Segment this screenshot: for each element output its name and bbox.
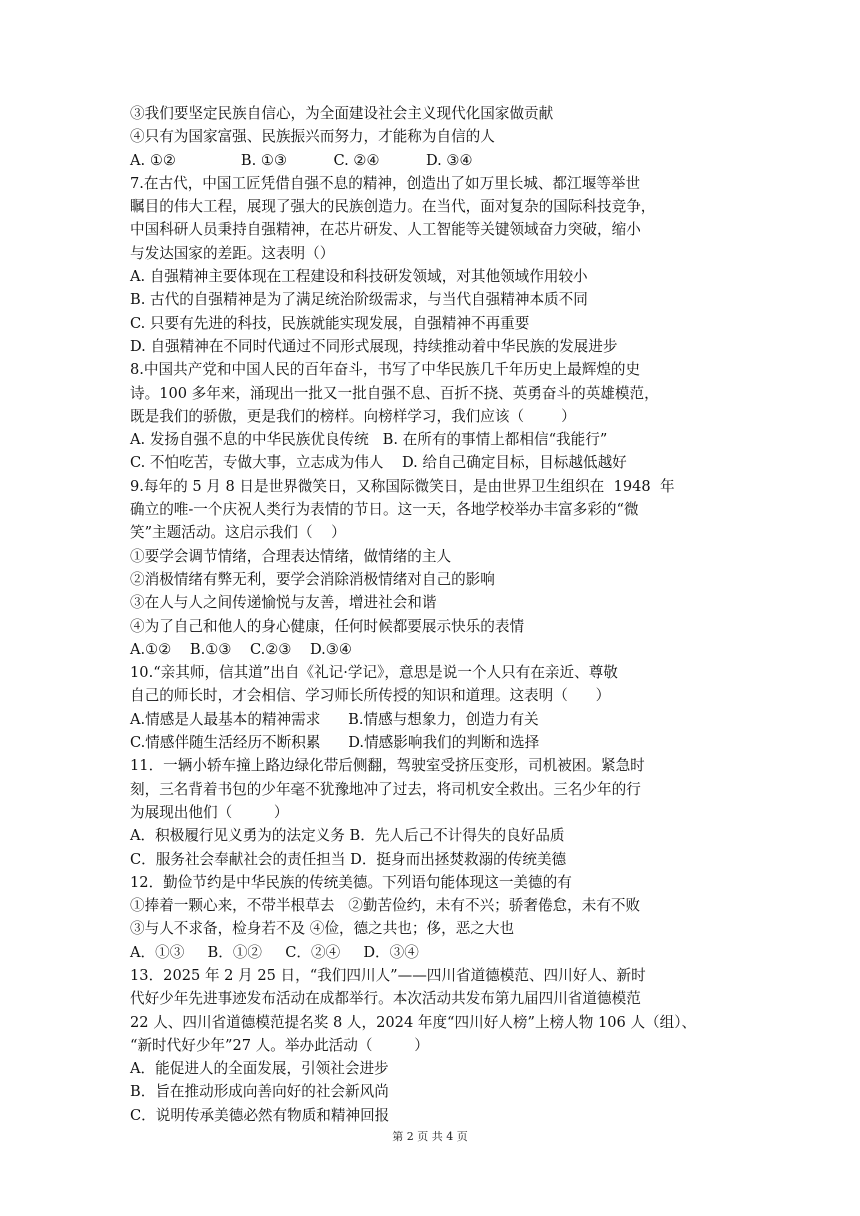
question-9-line: 9.每年的 5 月 8 日是世界微笑日，又称国际微笑日，是由世界卫生组织在 1948 年 <box>130 477 675 495</box>
text-line: 22 人、四川省道德模范提名奖 8 人，2024 年度“四川好人榜”上榜人物 106 人（组）、 <box>130 1013 697 1031</box>
text-line: 自己的师长时，才会相信、学习师长所传授的知识和道理。这表明（ ） <box>130 687 611 705</box>
statement-line: ②消极情绪有弊无利，要学会消除消极情绪对自己的影响 <box>130 570 495 588</box>
option-line: C. 不怕吃苦，专做大事，立志成为伟人 D. 给自己确定目标，目标越低越好 <box>130 454 627 472</box>
text-line: ④只有为国家富强、民族振兴而努力，才能称为自信的人 <box>130 128 495 146</box>
text-line: 诗。100 多年来，涌现出一批又一批自强不息、百折不挠、英勇奋斗的英雄模范， <box>130 384 659 402</box>
option-line: A.情感是人最基本的精神需求 B.情感与想象力，创造力有关 <box>130 710 539 728</box>
text-line: ③我们要坚定民族自信心，为全面建设社会主义现代化国家做贡献 <box>130 105 554 122</box>
answer-options: A．①③ B．①② C．②④ D．③④ <box>130 943 419 961</box>
text-line: 确立的唯-一个庆祝人类行为表情的节日。这一天，各地学校举办丰富多彩的“微 <box>130 501 639 519</box>
text-line: 笑”主题活动。这启示我们（ ） <box>130 524 346 542</box>
statement-line: ③与人不求备，检身若不及 ④俭，德之共也；侈，恶之大也 <box>130 920 515 938</box>
option-line: A．能促进人的全面发展，引领社会进步 <box>130 1060 389 1078</box>
option-line: B．旨在推动形成向善向好的社会新风尚 <box>130 1083 389 1101</box>
option-line: B. 古代的自强精神是为了满足统治阶级需求，与当代自强精神本质不同 <box>130 291 588 309</box>
option-line: C．服务社会奉献社会的责任担当 D．挺身而出拯焚救溺的传统美德 <box>130 850 567 868</box>
option-line: A. 发扬自强不息的中华民族优良传统 B. 在所有的事情上都相信“我能行” <box>130 431 608 449</box>
answer-options: A. ①② B. ①③ C. ②④ D. ③④ <box>130 151 473 169</box>
option-line: C. 只要有先进的科技，民族就能实现发展，自强精神不再重要 <box>130 314 530 332</box>
text-line: 刻，三名背着书包的少年毫不犹豫地冲了过去，将司机安全救出。三名少年的行 <box>130 780 641 798</box>
option-line: C．说明传承美德必然有物质和精神回报 <box>130 1106 390 1124</box>
answer-options: A.①② B.①③ C.②③ D.③④ <box>130 640 352 658</box>
text-line: “新时代好少年”27 人。举办此活动（ ） <box>130 1036 429 1054</box>
question-10-line: 10.“亲其师，信其道”出自《礼记·学记》，意思是说一个人只有在亲近、尊敬 <box>130 664 618 682</box>
question-13-line: 13．2025 年 2 月 25 日，“我们四川人”——四川省道德模范、四川好人、新时 <box>130 966 646 984</box>
option-line: A．积极履行见义勇为的法定义务 B．先人后己不计得失的良好品质 <box>130 827 565 845</box>
page-number-footer: 第 2 页 共 4 页 <box>392 1130 468 1143</box>
text-line: 与发达国家的差距。这表明（） <box>130 244 335 262</box>
text-line: 代好少年先进事迹发布活动在成都举行。本次活动共发布第九届四川省道德模范 <box>130 990 641 1008</box>
statement-line: ③在人与人之间传递愉悦与友善，增进社会和谐 <box>130 594 437 612</box>
text-line: 为展现出他们（ ） <box>130 803 289 821</box>
question-8-line: 8.中国共产党和中国人民的百年奋斗，书写了中华民族几千年历史上最辉煌的史 <box>130 361 641 379</box>
option-line: C.情感伴随生活经历不断积累 D.情感影响我们的判断和选择 <box>130 734 540 752</box>
statement-line: ①捧着一颗心来，不带半根草去 ②勤苦俭约，未有不兴；骄奢倦怠，未有不败 <box>130 897 641 915</box>
text-line: 既是我们的骄傲，更是我们的榜样。向榜样学习，我们应该（ ） <box>130 407 576 425</box>
question-11-line: 11．一辆小轿车撞上路边绿化带后侧翻，驾驶室受挤压变形，司机被困。紧急时 <box>130 757 645 775</box>
option-line: A. 自强精神主要体现在工程建设和科技研发领域，对其他领域作用较小 <box>130 268 588 286</box>
question-7-line: 7.在古代，中国工匠凭借自强不息的精神，创造出了如万里长城、都江堰等举世 <box>130 174 641 192</box>
option-line: D. 自强精神在不同时代通过不同形式展现，持续推动着中华民族的发展进步 <box>130 337 618 355</box>
statement-line: ④为了自己和他人的身心健康，任何时候都要展示快乐的表情 <box>130 617 525 635</box>
statement-line: ①要学会调节情绪，合理表达情绪，做情绪的主人 <box>130 547 452 565</box>
text-line: 中国科研人员秉持自强精神，在芯片研发、人工智能等关键领域奋力突破，缩小 <box>130 221 641 239</box>
question-12-line: 12．勤俭节约是中华民族的传统美德。下列语句能体现这一美德的有 <box>130 873 572 891</box>
document-body <box>130 102 730 1127</box>
text-line: 瞩目的伟大工程，展现了强大的民族创造力。在当代，面对复杂的国际科技竞争， <box>130 198 656 216</box>
